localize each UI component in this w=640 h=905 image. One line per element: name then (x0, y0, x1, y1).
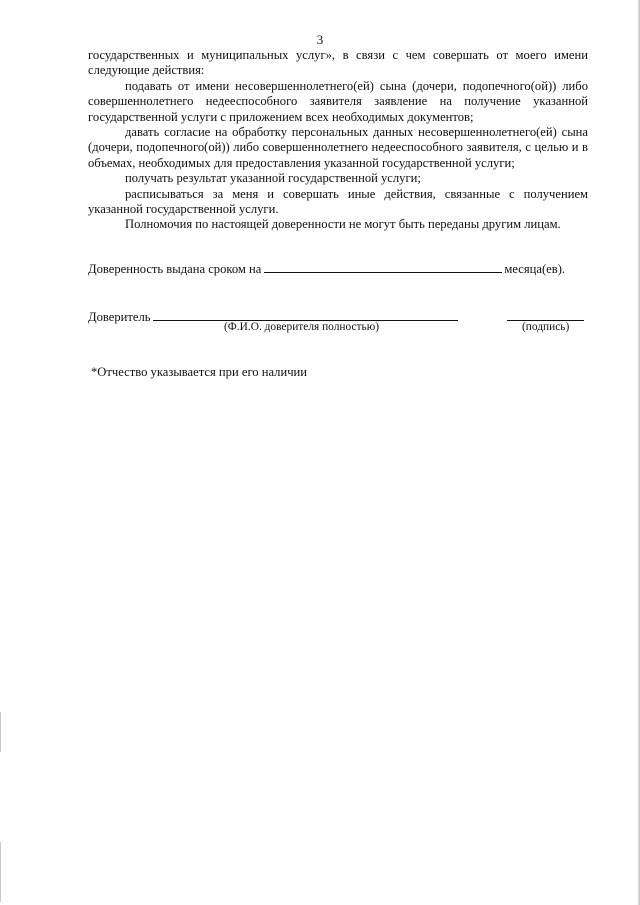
validity-term-blank[interactable] (264, 261, 502, 273)
paragraph-intro: государственных и муниципальных услуг», в связи с чем совершать от моего имени следующие действия: (88, 48, 588, 78)
paragraph-data-consent: давать согласие на обработку персональных данных несовершеннолетнего(ей) сына (дочери, подопечного(ой)) либо совершеннолетнего недееспособного заявителя, с целью и в объемах, необходимых для предоставления указанной государственной услуги; (88, 125, 588, 170)
validity-line (88, 261, 588, 277)
validity-unit: месяца(ев). (504, 262, 566, 276)
paragraph-sign-for-me: расписываться за меня и совершать иные действия, связанные с получением указанной государственной услуги. (88, 186, 588, 217)
scan-artifact (0, 712, 1, 752)
signer-name-caption: (Ф.И.О. доверителя полностью) (224, 321, 380, 333)
validity-label: Доверенность выдана сроком на (88, 262, 262, 276)
signature-caption: (подпись) (522, 321, 570, 333)
page-number: 3 (316, 32, 324, 47)
paragraph-no-transfer: Полномочия по настоящей доверенности не могут быть переданы другим лицам. (125, 217, 561, 232)
paragraph-submit-application: подавать от имени несовершеннолетнего(ей) сына (дочери, подопечного(ой)) либо совершеннолетнего недееспособного заявителя заявление на получение указанной государственной услуги с приложением всех необходимых документов; (88, 78, 588, 124)
signer-label: Доверитель (88, 310, 151, 324)
scan-artifact (0, 842, 1, 902)
footnote: *Отчество указывается при его наличии (91, 365, 308, 379)
signer-name-blank[interactable] (153, 309, 458, 321)
paragraph-receive-result: получать результат указанной государственной услуги; (125, 171, 421, 186)
power-of-attorney-body (88, 48, 588, 233)
